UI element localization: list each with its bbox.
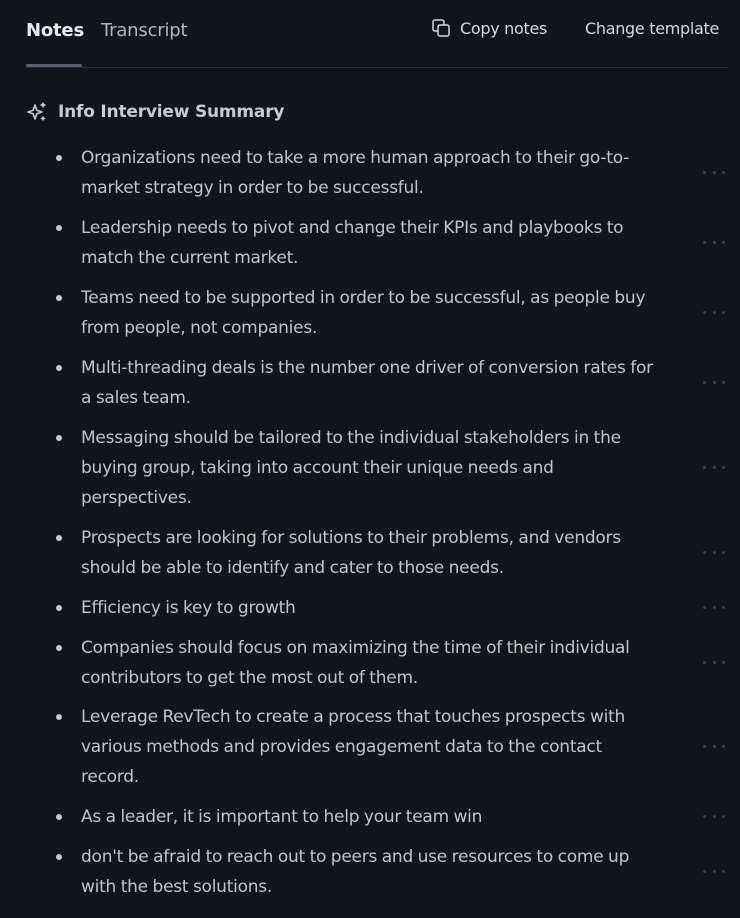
- more-options-icon[interactable]: [703, 659, 725, 665]
- sparkle-icon: [26, 101, 48, 123]
- bullet-dot: [56, 535, 62, 541]
- change-template-button[interactable]: Change template: [585, 19, 720, 38]
- more-options-icon[interactable]: [703, 239, 725, 245]
- more-options-icon[interactable]: [703, 464, 725, 470]
- more-options-icon[interactable]: [703, 379, 725, 385]
- more-options-icon[interactable]: [703, 169, 725, 175]
- list-item-text: Efficiency is key to growth: [81, 598, 296, 618]
- bullet-dot: [56, 365, 62, 371]
- bullet-dot: [56, 854, 62, 860]
- list-item-text: Messaging should be tailored to the individual stakeholders in the buying group, taking into account their unique needs and perspectives.: [81, 428, 621, 508]
- tab-notes[interactable]: Notes: [26, 20, 84, 41]
- list-item-text: Prospects are looking for solutions to their problems, and vendors should be able to identify and cater to those needs.: [81, 528, 621, 578]
- list-item-text: Organizations need to take a more human approach to their go-to-market strategy in order to be successful.: [81, 148, 630, 198]
- bullet-dot: [56, 714, 62, 720]
- tab-transcript[interactable]: Transcript: [101, 20, 188, 41]
- summary-title: Info Interview Summary: [58, 102, 285, 122]
- bullet-dot: [56, 645, 62, 651]
- list-item-text: As a leader, it is important to help your team win: [81, 807, 483, 827]
- copy-notes-button[interactable]: [431, 18, 547, 38]
- bullet-dot: [56, 155, 62, 161]
- copy-notes-label: Copy notes: [460, 18, 548, 38]
- bullet-dot: [56, 295, 62, 301]
- copy-icon: [431, 18, 451, 38]
- active-tab-indicator: [26, 64, 82, 67]
- more-options-icon[interactable]: [703, 743, 725, 749]
- more-options-icon[interactable]: [703, 549, 725, 555]
- more-options-icon[interactable]: [703, 868, 725, 874]
- list-item-text: Multi-threading deals is the number one driver of conversion rates for a sales team.: [81, 358, 653, 408]
- list-item-text: Teams need to be supported in order to be successful, as people buy from people, not companies.: [81, 288, 646, 338]
- bullet-dot: [56, 605, 62, 611]
- more-options-icon[interactable]: [703, 604, 725, 610]
- tab-bar: [26, 0, 728, 68]
- more-options-icon[interactable]: [703, 309, 725, 315]
- list-item-text: don't be afraid to reach out to peers and use resources to come up with the best solutions.: [81, 847, 630, 897]
- bullet-dot: [56, 435, 62, 441]
- list-item-text: Leverage RevTech to create a process that touches prospects with various methods and provides engagement data to the contact record.: [81, 707, 626, 787]
- list-item-text: Leadership needs to pivot and change their KPIs and playbooks to match the current market.: [81, 218, 624, 268]
- bullet-dot: [56, 225, 62, 231]
- list-item-text: Companies should focus on maximizing the time of their individual contributors to get the most out of them.: [81, 638, 630, 688]
- bullet-dot: [56, 814, 62, 820]
- more-options-icon[interactable]: [703, 813, 725, 819]
- summary-header: [26, 101, 284, 123]
